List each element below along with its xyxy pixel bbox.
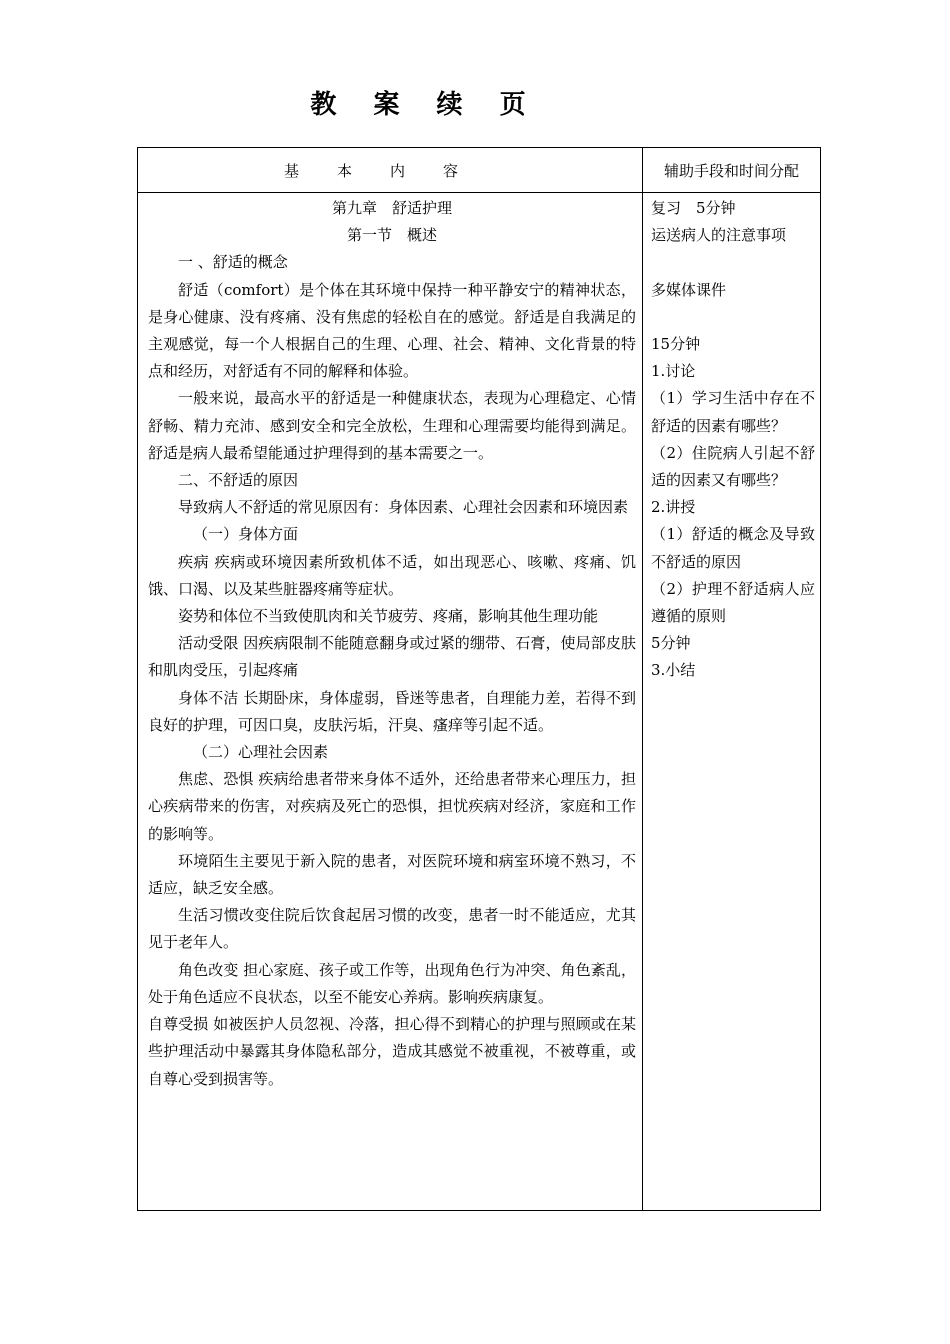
chapter-title: 第九章 舒适护理	[331, 199, 452, 217]
heading-comfort-concept: 一 、舒适的概念	[178, 253, 288, 272]
paragraph-anxiety: 焦虑、恐惧 疾病给患者带来身体不适外，还给患者带来心理压力，担心疾病带来的伤害，对疾病及死亡的恐惧，担忧疾病对经济，家庭和工作的影响等。	[148, 770, 636, 843]
paragraph-self-esteem: 自尊受损 如被医护人员忽视、冷落，担心得不到精心的护理与照顾或在某些护理活动中暴露其身体隐私部分，造成其感觉不被重视，不被尊重，或自尊心受到损害等。	[148, 1015, 636, 1088]
aid-time-5: 5分钟	[651, 634, 691, 653]
spacer	[651, 249, 815, 276]
paragraph-posture: 姿势和体位不当致使肌肉和关节疲劳、疼痛，影响其他生理功能	[178, 607, 599, 626]
aid-summary: 3.小结	[651, 661, 696, 680]
column-divider	[642, 148, 643, 1210]
header-basic-content: 基本内容	[283, 161, 496, 180]
aid-review-time: 复习 5分钟	[651, 199, 736, 217]
paragraph-habits: 生活习惯改变住院后饮食起居习惯的改变，患者一时不能适应，尤其见于老年人。	[148, 906, 636, 952]
paragraph-environment: 环境陌生主要见于新入院的患者，对医院环境和病室环境不熟习，不适应，缺乏安全感。	[148, 851, 636, 898]
aid-lecture-1: （1）舒适的概念及导致不舒适的原因	[651, 525, 815, 571]
spacer	[651, 304, 815, 331]
aid-review-topic: 运送病人的注意事项	[651, 226, 787, 245]
paragraph-activity-limit: 活动受限 因疾病限制不能随意翻身或过紧的绷带、石膏，使局部皮肤和肌肉受压，引起疼痛	[148, 634, 636, 680]
aid-time-15: 15分钟	[651, 334, 701, 353]
paragraph-role-change: 角色改变 担心家庭、孩子或工作等，出现角色行为冲突、角色紊乱，处于角色适应不良状态，以至不能安心养病。影响疾病康复。	[148, 960, 636, 1006]
header-aids-time: 辅助手段和时间分配	[663, 161, 799, 180]
paragraph-disease: 疾病 疾病或环境因素所致机体不适，如出现恶心、咳嗽、疼痛、饥饿、口渴、以及某些脏器疼痛等症状。	[148, 552, 636, 598]
paragraph-comfort-definition: 舒适（comfort）是个体在其环境中保持一种平静安宁的精神状态，是身心健康、没有疼痛、没有焦虑的轻松自在的感觉。舒适是自我满足的主观感觉，每一个人根据自己的生理、心理、社会、精神、文化背景的特点和经历，对舒适有不同的解释和体验。	[148, 280, 636, 381]
header-divider	[138, 192, 820, 193]
aid-multimedia: 多媒体课件	[651, 280, 727, 299]
aids-column	[651, 195, 815, 685]
heading-psychosocial: （二）心理社会因素	[193, 743, 329, 762]
aid-discussion: 1.讨论	[651, 362, 696, 381]
section-title: 第一节 概述	[346, 226, 437, 245]
page-title: 教 案 续 页	[310, 90, 540, 120]
paragraph-causes-intro: 导致病人不舒适的常见原因有：身体因素、心理社会因素和环境因素	[178, 498, 629, 517]
aid-discussion-q1: （1）学习生活中存在不舒适的因素有哪些？	[651, 389, 815, 435]
aid-lecture-2: （2）护理不舒适病人应遵循的原则	[651, 579, 815, 626]
heading-physical: （一）身体方面	[193, 525, 299, 544]
paragraph-comfort-level: 一般来说，最高水平的舒适是一种健康状态，表现为心理稳定、心情舒畅、精力充沛、感到安全和完全放松，生理和心理需要均能得到满足。舒适是病人最希望能通过护理得到的基本需要之一。	[148, 389, 636, 462]
paragraph-hygiene: 身体不洁 长期卧床，身体虚弱，昏迷等患者，自理能力差，若得不到良好的护理，可因口臭，皮肤污垢，汗臭、瘙痒等引起不适。	[148, 688, 636, 734]
heading-discomfort-causes: 二、不舒适的原因	[178, 471, 299, 490]
lesson-plan-table	[137, 147, 821, 1211]
aid-discussion-q2: （2）住院病人引起不舒适的因素又有哪些？	[651, 443, 815, 489]
content-column	[148, 195, 636, 1093]
aid-lecture: 2.讲授	[651, 498, 696, 517]
